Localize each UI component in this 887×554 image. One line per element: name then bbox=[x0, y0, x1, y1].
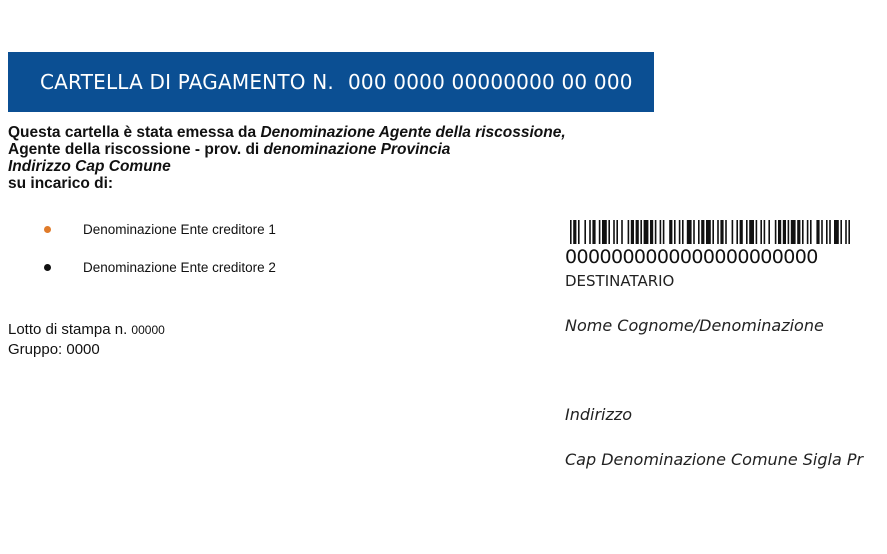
bullet-dot-icon bbox=[44, 264, 51, 271]
payment-number: 000 0000 00000000 00 000 bbox=[347, 70, 633, 94]
recipient-name: Nome Cognome/Denominazione bbox=[565, 316, 824, 335]
print-lot bbox=[8, 320, 165, 340]
issuer-line-2 bbox=[8, 141, 658, 158]
province-name: denominazione Provincia bbox=[263, 141, 451, 158]
recipient-city: Cap Denominazione Comune Sigla Pr bbox=[565, 450, 864, 469]
creditor-label: Denominazione Ente creditore 1 bbox=[83, 222, 276, 237]
issuer-line-1-prefix: Questa cartella è stata emessa da bbox=[8, 124, 261, 141]
agent-name: Denominazione Agente della riscossione, bbox=[260, 124, 566, 141]
barcode-number: 0000000000000000000000 bbox=[565, 246, 818, 268]
recipient-label: DESTINATARIO bbox=[565, 272, 675, 290]
issuer-line-1 bbox=[8, 124, 658, 141]
issuer-line-2-prefix: Agente della riscossione - prov. di bbox=[8, 141, 264, 158]
payment-header-title: CARTELLA DI PAGAMENTO N. bbox=[40, 70, 334, 94]
print-lot-label: Lotto di stampa n. bbox=[8, 321, 128, 338]
creditor-label: Denominazione Ente creditore 2 bbox=[83, 260, 276, 275]
recipient-address: Indirizzo bbox=[565, 405, 633, 424]
print-lot-value: 00000 bbox=[131, 323, 165, 337]
payment-header-banner bbox=[8, 52, 654, 112]
issuer-block bbox=[8, 124, 658, 192]
issuer-address: Indirizzo Cap Comune bbox=[8, 158, 171, 175]
bullet-dot-icon bbox=[44, 226, 51, 233]
barcode-icon bbox=[570, 220, 850, 244]
on-behalf-label: su incarico di: bbox=[8, 175, 114, 192]
print-info bbox=[8, 320, 165, 359]
print-group: Gruppo: 0000 bbox=[8, 341, 100, 358]
